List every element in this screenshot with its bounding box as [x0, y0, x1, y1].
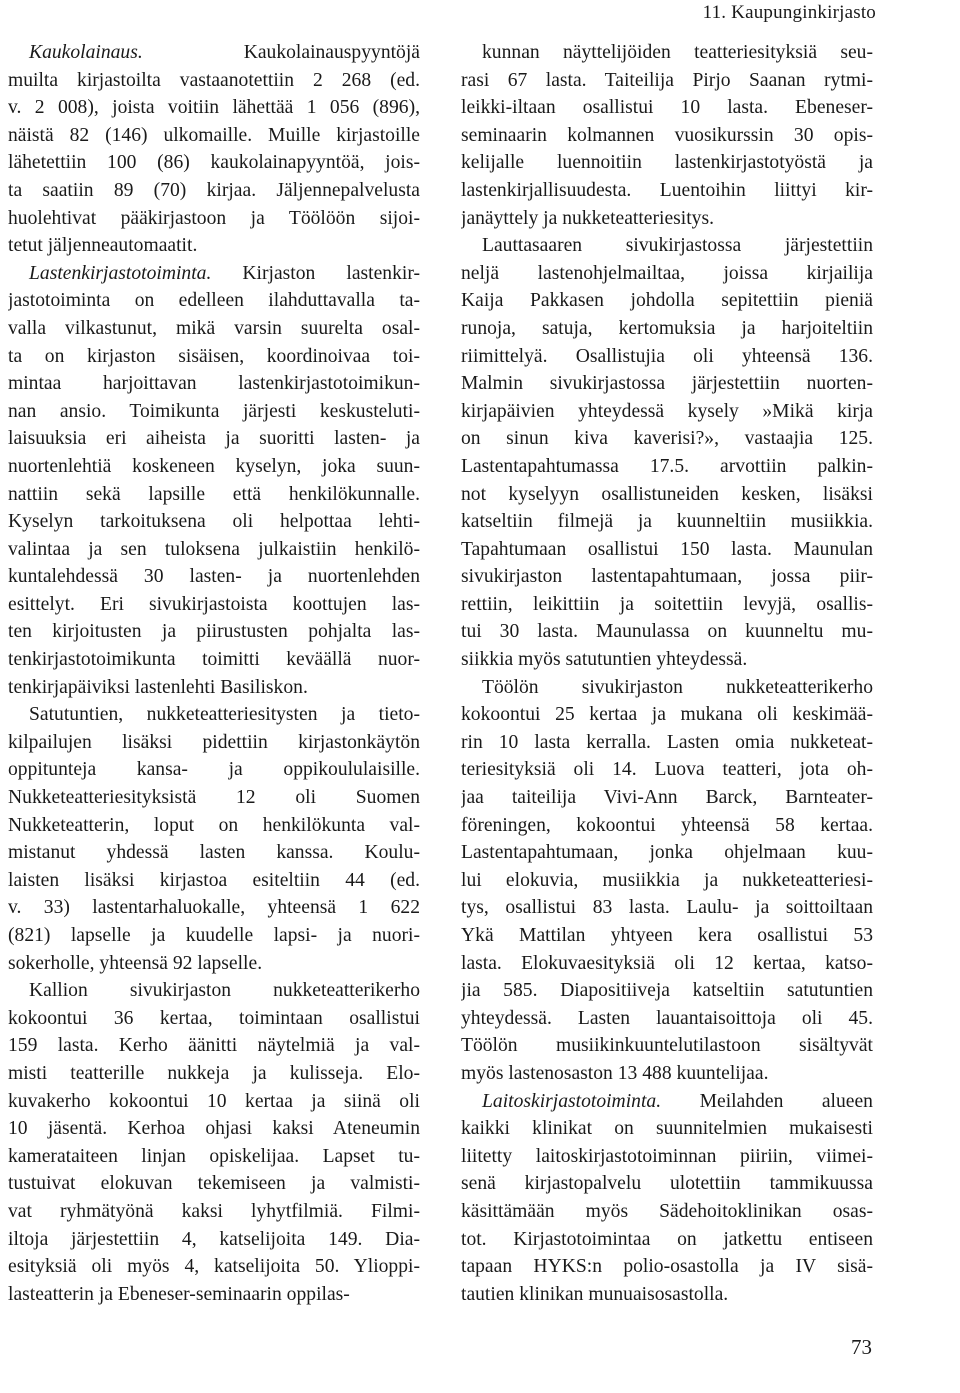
text-line — [461, 205, 873, 233]
text-line — [461, 94, 873, 122]
paragraph — [461, 674, 873, 1088]
line-text: siikkia myös satutuntien yhteydessä. — [461, 649, 748, 671]
text-line — [461, 536, 873, 564]
text-line — [8, 343, 420, 371]
text-line — [461, 1226, 873, 1254]
line-text: Kaija Pakkasen johdolla sepitettiin pieniä — [461, 290, 873, 312]
line-text: kamerataiteen linjan opiskelijaa. Lapset tu- — [8, 1145, 420, 1167]
line-text: nattiin sekä lapsille että henkilökunnalle. — [8, 483, 420, 505]
text-line — [8, 205, 420, 233]
paragraph — [461, 39, 873, 232]
text-line — [461, 122, 873, 150]
text-line — [8, 674, 420, 702]
line-text: lasteatterin ja Ebeneser-seminaarin oppilas- — [8, 1283, 350, 1305]
line-text: Kaukolainauspyyntöjä — [243, 42, 420, 63]
line-text: mistanut yhdessä lasten kanssa. Koulu- — [8, 842, 420, 864]
line-text: esittelyt. Eri sivukirjastoista koottujen las- — [8, 593, 420, 615]
line-text: senä kirjastopalvelu ulotettiin tammikuussa — [461, 1173, 873, 1195]
text-line — [8, 894, 420, 922]
paragraph — [8, 39, 420, 260]
text-line — [8, 370, 420, 398]
text-line — [461, 1170, 873, 1198]
text-line — [461, 591, 873, 619]
right-column — [461, 39, 873, 1308]
text-line — [461, 784, 873, 812]
left-column — [8, 39, 420, 1308]
text-line — [8, 536, 420, 564]
text-line — [461, 618, 873, 646]
line-text: nuortenlehtiä koskeneen kyselyn, joka suun- — [8, 455, 420, 477]
text-line — [8, 701, 420, 729]
line-text: Lastentapahtumassa 17.5. arvottiin palkin- — [461, 455, 873, 477]
line-text: seminaarin kolmannen vuosikurssin 30 opis- — [461, 124, 873, 146]
text-line — [8, 1170, 420, 1198]
text-line — [8, 39, 420, 67]
line-text: sivukirjaston lastentapahtumaan, jossa piir- — [461, 566, 873, 588]
line-text: Kirjaston lastenkir- — [242, 262, 420, 284]
paragraph — [461, 232, 873, 674]
line-text: Töölön sivukirjaston nukketeatterikerho — [482, 676, 873, 698]
text-line — [461, 950, 873, 978]
text-line — [461, 563, 873, 591]
line-text: on sinun kiva kaverisi?», vastaajia 125. — [461, 428, 873, 450]
text-line — [461, 177, 873, 205]
text-line — [8, 812, 420, 840]
line-text: Nukketeatterin, loput on henkilökunta val- — [8, 814, 420, 836]
text-line — [461, 67, 873, 95]
line-text: rasi 67 lasta. Taiteilija Pirjo Saanan rytmi- — [461, 69, 873, 91]
line-text: tui 30 lasta. Maunulassa on kuunneltu mu- — [461, 621, 873, 643]
text-line — [8, 287, 420, 315]
text-line — [461, 1281, 873, 1309]
text-line — [8, 508, 420, 536]
text-line — [461, 812, 873, 840]
line-text: valintaa ja sen tuloksena julkaistiin henkilö- — [8, 538, 420, 560]
line-text: rettiin, leikittiin ja soitettiin levyjä, osallis- — [461, 593, 873, 615]
line-text: Nukketeatteriesityksistä 12 oli Suomen — [8, 787, 420, 809]
text-line — [461, 867, 873, 895]
line-text: tustuivat elokuvan tekemiseen ja valmisti- — [8, 1173, 420, 1195]
line-text: katseltiin filmejä ja kuunneltiin musiikkia. — [461, 511, 873, 533]
line-text: iltoja järjestettiin 4, katselijoita 149. Dia- — [8, 1228, 420, 1250]
paragraph — [8, 260, 420, 702]
text-line — [461, 315, 873, 343]
text-line — [461, 39, 873, 67]
line-text: liitetty laitoskirjastotoiminnan piiriin, viimei- — [461, 1145, 873, 1167]
line-text: lähetettiin 100 (86) kaukolainapyyntöä, jois- — [8, 152, 420, 174]
line-text: myös lastenosaston 13 488 kuuntelijaa. — [461, 1062, 769, 1084]
text-line — [8, 1143, 420, 1171]
line-text: v. 2 008), joista voitiin lähettää 1 056 (896), — [8, 97, 420, 119]
line-text: Tapahtumaan osallistui 150 lasta. Maunulan — [461, 538, 873, 560]
text-line — [461, 894, 873, 922]
text-line — [8, 950, 420, 978]
text-line — [8, 149, 420, 177]
line-text: leikki-iltaan osallistui 10 lasta. Ebeneser- — [461, 97, 873, 119]
text-line — [461, 1005, 873, 1033]
line-text: käsittämään myös Sädehoitoklinikan osas- — [461, 1200, 873, 1222]
line-text: tautien klinikan munuaisosastolla. — [461, 1283, 729, 1305]
line-text: Töölön musiikinkuuntelutilastoon sisältyvät — [461, 1035, 873, 1057]
text-line — [461, 508, 873, 536]
line-text: laisuuksia eri aiheista ja suoritti lasten- ja — [8, 428, 420, 450]
line-text: kaikki klinikat on suunnitelmien mukaisesti — [461, 1118, 873, 1140]
line-text: Lauttasaaren sivukirjastossa järjestettiin — [482, 235, 873, 257]
text-line — [8, 260, 420, 288]
text-line — [461, 260, 873, 288]
text-line — [8, 867, 420, 895]
line-text: (821) lapselle ja kuudelle lapsi- ja nuori- — [8, 925, 420, 946]
line-text: tetut jäljenneautomaatit. — [8, 235, 198, 257]
paragraph — [8, 701, 420, 977]
text-line — [461, 977, 873, 1005]
line-text: yhteydessä. Lasten lauantaisoittoja oli 45. — [461, 1007, 873, 1029]
line-text: neljä lastenohjelmailtaa, joissa kirjailija — [461, 262, 873, 284]
text-line — [461, 1253, 873, 1281]
text-line — [8, 922, 420, 950]
text-line — [8, 977, 420, 1005]
line-text: lui elokuvia, musiikkia ja nukketeatteriesi- — [461, 869, 873, 891]
line-text: runoja, satuja, kertomuksia ja harjoiteltiin — [461, 317, 873, 339]
text-line — [461, 729, 873, 757]
text-line — [8, 563, 420, 591]
line-text: kunnan näyttelijöiden teatteriesityksiä seu- — [482, 42, 873, 63]
line-text: jia 585. Diapositiiveja katseltiin satutuntien — [461, 980, 873, 1002]
text-line — [461, 1088, 873, 1116]
running-head: 11. Kaupunginkirjasto — [702, 2, 876, 23]
text-line — [8, 839, 420, 867]
line-text: sokerholle, yhteensä 92 lapselle. — [8, 952, 263, 974]
line-text: ta saatiin 89 (70) kirjaa. Jäljennepalvelusta — [8, 179, 420, 201]
text-line — [461, 425, 873, 453]
line-text: v. 33) lastentarhaluokalle, yhteensä 1 622 — [8, 897, 420, 919]
line-text: Meilahden alueen — [699, 1090, 873, 1112]
line-text: muilta kirjastoilta vastaanotettiin 2 268 (ed. — [8, 69, 420, 91]
text-line — [461, 1032, 873, 1060]
text-line — [461, 232, 873, 260]
line-text: ta on kirjaston sisäisen, koordinoivaa toi- — [8, 345, 420, 367]
text-line — [461, 646, 873, 674]
text-line — [8, 425, 420, 453]
text-line — [8, 756, 420, 784]
text-line — [461, 1198, 873, 1226]
line-text: mintaa harjoittavan lastenkirjastotoimikun- — [8, 373, 420, 395]
line-text: janäyttely ja nukketeatteriesitys. — [461, 207, 714, 229]
text-line — [8, 729, 420, 757]
section-heading: Laitoskirjastotoiminta. — [482, 1090, 662, 1112]
text-line — [8, 177, 420, 205]
text-line — [8, 453, 420, 481]
text-line — [8, 1088, 420, 1116]
text-line — [8, 591, 420, 619]
line-text: Satutuntien, nukketeatteriesitysten ja tieto- — [29, 704, 420, 726]
text-line — [461, 149, 873, 177]
line-text: not kyselyyn osallistuneiden kesken, lisäksi — [461, 483, 873, 505]
text-line — [461, 398, 873, 426]
text-line — [8, 315, 420, 343]
line-text: riimittelyä. Osallistujia oli yhteensä 136. — [461, 345, 873, 367]
text-line — [461, 287, 873, 315]
line-text: kilpailujen lisäksi pidettiin kirjastonkäytön — [8, 731, 420, 753]
line-text: huolehtivat pääkirjastoon ja Töölöön sijoi- — [8, 207, 420, 229]
text-line — [461, 1060, 873, 1088]
text-line — [8, 232, 420, 260]
line-text: valla vilkastunut, mikä varsin suurelta osal- — [8, 317, 420, 339]
line-text: jastotoiminta on edelleen ilahduttavalla ta- — [8, 290, 420, 312]
text-line — [8, 784, 420, 812]
text-line — [8, 618, 420, 646]
line-text: jaa taiteilija Vivi-Ann Barck, Barnteater- — [461, 787, 873, 809]
line-text: kokoontui 36 kertaa, toimintaan osallistui — [8, 1007, 420, 1029]
line-text: föreningen, kokoontui yhteensä 58 kertaa. — [461, 814, 873, 836]
line-text: näistä 82 (146) ulkomaille. Muille kirjastoille — [8, 124, 420, 146]
line-text: nan ansio. Toimikunta järjesti keskusteluti- — [8, 400, 420, 422]
line-text: Ykä Mattilan yhtyeen kera osallistui 53 — [461, 925, 873, 946]
text-line — [461, 701, 873, 729]
text-line — [8, 1115, 420, 1143]
text-line — [461, 839, 873, 867]
paragraph — [461, 1088, 873, 1309]
paragraph — [8, 977, 420, 1308]
text-line — [461, 343, 873, 371]
line-text: oppitunteja kansa- ja oppikoululaisille. — [8, 759, 420, 781]
text-line — [8, 1198, 420, 1226]
line-text: 159 lasta. Kerho äänitti näytelmiä ja val- — [8, 1035, 420, 1057]
line-text: Kyselyn tarkoituksena oli helpottaa lehti- — [8, 511, 420, 533]
line-text: Lastentapahtumaan, jonka ohjelmaan kuu- — [461, 842, 873, 864]
text-line — [461, 370, 873, 398]
line-text: kirjapäivien yhteydessä kysely »Mikä kirja — [461, 400, 873, 422]
line-text: misti teatterille nukkeja ja kulisseja. Elo- — [8, 1062, 420, 1084]
line-text: kuvakerho kokoontui 10 kertaa ja siinä oli — [8, 1090, 420, 1112]
text-line — [461, 674, 873, 702]
text-line — [8, 1060, 420, 1088]
line-text: lasta. Elokuvaesityksiä oli 12 kertaa, katso- — [461, 952, 873, 974]
line-text: tenkirjastotoimikunta toimitti keväällä nuor- — [8, 649, 420, 671]
section-heading: Kaukolainaus. — [29, 42, 143, 63]
text-line — [461, 922, 873, 950]
line-text: kelijalle luennoitiin lastenkirjastotyöstä ja — [461, 152, 873, 174]
text-line — [8, 1032, 420, 1060]
text-line — [8, 1281, 420, 1309]
page-number: 73 — [851, 1335, 872, 1359]
text-line — [8, 646, 420, 674]
line-text: ten kirjoitusten ja piirustusten pohjalta las- — [8, 621, 420, 643]
line-text: Kallion sivukirjaston nukketeatterikerho — [29, 980, 420, 1002]
line-text: esityksiä oli myös 4, katselijoita 50. Ylioppi- — [8, 1256, 420, 1278]
text-line — [8, 1253, 420, 1281]
text-line — [8, 94, 420, 122]
line-text: tapaan HYKS:n polio-osastolla ja IV sisä- — [461, 1256, 873, 1278]
text-line — [8, 481, 420, 509]
line-text: vat ryhmätyönä kaksi lyhytfilmiä. Filmi- — [8, 1200, 420, 1222]
text-line — [8, 1005, 420, 1033]
text-line — [461, 453, 873, 481]
line-text: teriesityksiä oli 14. Luova teatteri, jota oh- — [461, 759, 873, 781]
text-line — [461, 1143, 873, 1171]
line-text: tot. Kirjastotoimintaa on jatkettu entiseen — [461, 1228, 873, 1250]
line-text: rin 10 lasta kerralla. Lasten omia nukketeat- — [461, 731, 873, 753]
text-line — [8, 67, 420, 95]
text-line — [461, 1115, 873, 1143]
line-text: Malmin sivukirjastossa järjestettiin nuorten- — [461, 373, 873, 395]
line-text: laisten lisäksi kirjastoa esiteltiin 44 (ed. — [8, 869, 420, 891]
section-heading: Lastenkirjastotoiminta. — [29, 262, 212, 284]
line-text: kuntalehdessä 30 lasten- ja nuortenlehden — [8, 566, 420, 588]
text-line — [8, 1226, 420, 1254]
line-text: tys, osallistui 83 lasta. Laulu- ja soittoiltaan — [461, 897, 873, 919]
line-text: lastenkirjallisuudesta. Luentoihin liittyi kir- — [461, 179, 873, 201]
text-line — [8, 398, 420, 426]
text-line — [461, 756, 873, 784]
text-line — [8, 122, 420, 150]
text-line — [461, 481, 873, 509]
line-text: kokoontui 25 kertaa ja mukana oli keskimää- — [461, 704, 873, 726]
line-text: 10 jäsentä. Kerhoa ohjasi kaksi Ateneumin — [8, 1118, 420, 1140]
line-text: tenkirjapäiviksi lastenlehti Basiliskon. — [8, 676, 308, 698]
